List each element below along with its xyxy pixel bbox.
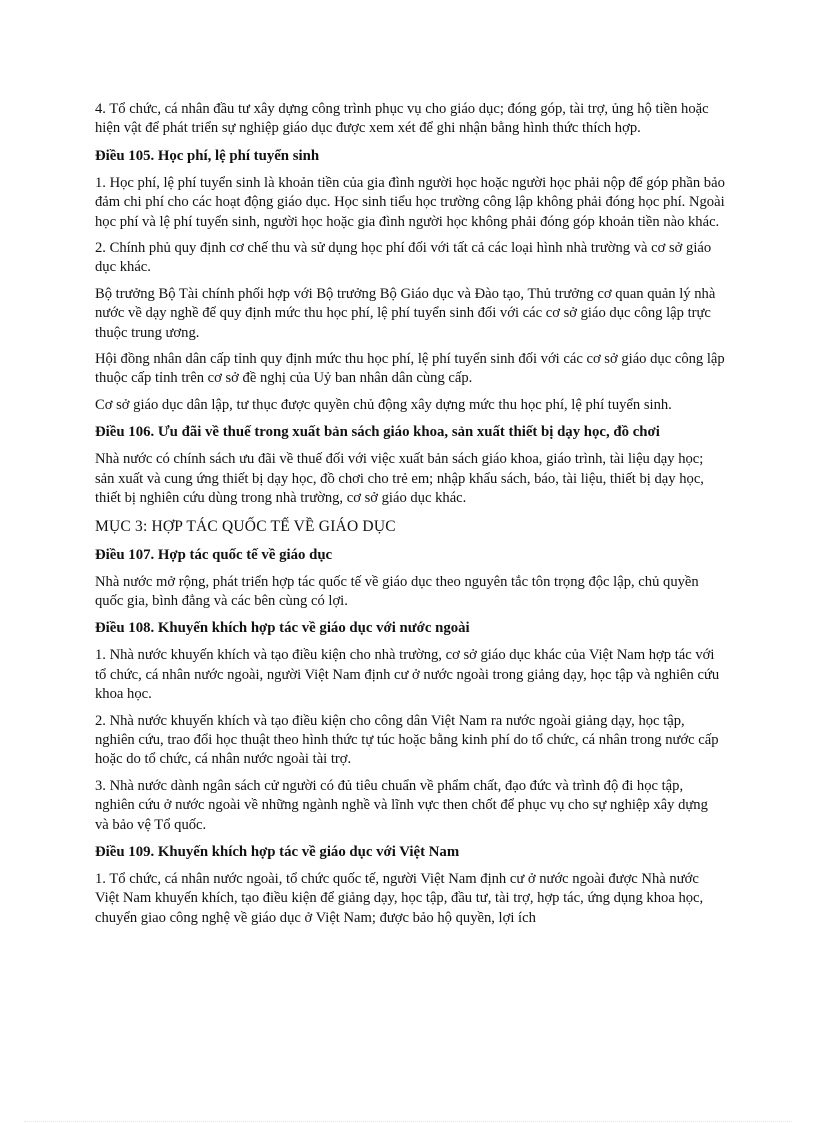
paragraph: 2. Nhà nước khuyến khích và tạo điều kiện cho công dân Việt Nam ra nước ngoài giảng dạy, học tập, nghiên cứu, trao đổi học thuật theo hình thức tự túc hoặc bằng kinh phí do tổ chức, cá nhân trong nước cấp hoặc do tổ chức, cá nhân nước ngoài tài trợ. [95,712,719,768]
paragraph: Bộ trưởng Bộ Tài chính phối hợp với Bộ trưởng Bộ Giáo dục và Đào tạo, Thủ trưởng cơ quan quản lý nhà nước về dạy nghề để quy định mức thu học phí, lệ phí tuyển sinh đối với các cơ sở giáo dục công lập trực thuộc trung ương. [95,285,716,341]
paragraph: 1. Nhà nước khuyến khích và tạo điều kiện cho nhà trường, cơ sở giáo dục khác của Việt Nam hợp tác với tổ chức, cá nhân nước ngoài, người Việt Nam định cư ở nước ngoài trong giảng dạy, học tập và nghiên cứu khoa học. [95,647,720,703]
page-bottom-divider [24,1121,792,1122]
paragraph: Hội đồng nhân dân cấp tỉnh quy định mức thu học phí, lệ phí tuyển sinh đối với các cơ sở giáo dục công lập thuộc cấp tỉnh trên cơ sở đề nghị của Uỷ ban nhân dân cùng cấp. [95,351,725,387]
paragraph: 1. Tổ chức, cá nhân nước ngoài, tổ chức quốc tế, người Việt Nam định cư ở nước ngoài được Nhà nước Việt Nam khuyến khích, tạo điều kiện để giảng dạy, học tập, đầu tư, tài trợ, hợp tác, ứng dụng khoa học, chuyển giao công nghệ về giáo dục ở Việt Nam; được bảo hộ quyền, lợi ích [95,870,704,926]
paragraph: Cơ sở giáo dục dân lập, tư thục được quyền chủ động xây dựng mức thu học phí, lệ phí tuyển sinh. [95,396,672,413]
article-heading-109: Điều 109. Khuyến khích hợp tác về giáo dục với Việt Nam [95,843,460,860]
section-heading: MỤC 3: HỢP TÁC QUỐC TẾ VỀ GIÁO DỤC [95,517,396,535]
article-heading-107: Điều 107. Hợp tác quốc tế về giáo dục [95,546,333,563]
paragraph: 2. Chính phủ quy định cơ chế thu và sử dụng học phí đối với tất cả các loại hình nhà trường và cơ sở giáo dục khác. [95,240,712,276]
document-page [95,100,725,935]
article-heading-108: Điều 108. Khuyến khích hợp tác về giáo dục với nước ngoài [95,620,470,637]
article-heading-105: Điều 105. Học phí, lệ phí tuyển sinh [95,147,320,164]
paragraph: 1. Học phí, lệ phí tuyển sinh là khoản tiền của gia đình người học hoặc người học phải nộp để góp phần bảo đảm chi phí cho các hoạt động giáo dục. Học sinh tiểu học trường công lập không phải đóng học phí. Ngoài học phí và lệ phí tuyển sinh, người học hoặc gia đình người học không phải đóng góp khoản tiền nào khác. [95,174,725,230]
paragraph: Nhà nước mở rộng, phát triển hợp tác quốc tế về giáo dục theo nguyên tắc tôn trọng độc lập, chủ quyền quốc gia, bình đẳng và các bên cùng có lợi. [95,573,699,609]
paragraph: 3. Nhà nước dành ngân sách cử người có đủ tiêu chuẩn về phẩm chất, đạo đức và trình độ đi học tập, nghiên cứu ở nước ngoài về những ngành nghề và lĩnh vực then chốt để phục vụ cho sự nghiệp xây dựng và bảo vệ Tổ quốc. [95,777,708,833]
article-heading-106: Điều 106. Ưu đãi về thuế trong xuất bản sách giáo khoa, sản xuất thiết bị dạy học, đồ chơi [95,424,660,441]
paragraph: Nhà nước có chính sách ưu đãi về thuế đối với việc xuất bản sách giáo khoa, giáo trình, tài liệu dạy học; sản xuất và cung ứng thiết bị dạy học, đồ chơi cho trẻ em; nhập khẩu sách, báo, tài liệu, thiết bị dạy học, thiết bị nghiên cứu dùng trong nhà trường, cơ sở giáo dục khác. [95,451,704,507]
paragraph: 4. Tổ chức, cá nhân đầu tư xây dựng công trình phục vụ cho giáo dục; đóng góp, tài trợ, ủng hộ tiền hoặc hiện vật để phát triển sự nghiệp giáo dục được xem xét để ghi nhận bằng hình thức thích hợp. [95,101,709,137]
